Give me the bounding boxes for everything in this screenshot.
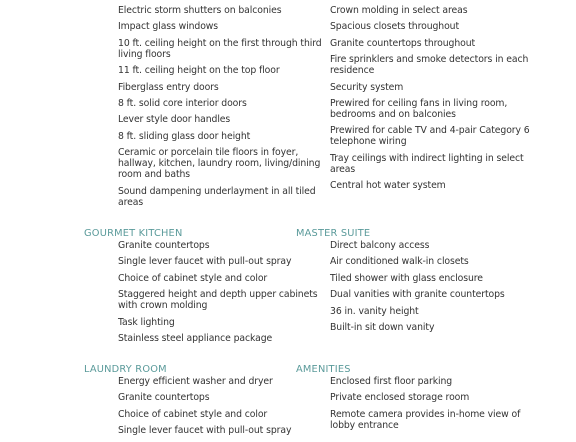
list-item: 10 ft. ceiling height on the first through third living floors [118, 37, 322, 60]
section-heading-master-suite: MASTER SUITE [296, 228, 371, 239]
list-item: Remote camera provides in-home view of lobby entrance [330, 408, 521, 431]
list-item: 36 in. vanity height [330, 305, 419, 317]
list-item: Ceramic or porcelain tile floors in foyer, hallway, kitchen, laundry room, living/dining room and baths [118, 147, 321, 181]
list-item: Sound dampening underlayment in all tiled areas [118, 185, 316, 208]
features-right-list [330, 5, 530, 197]
list-item: Built-in sit down vanity [330, 321, 435, 333]
gourmet-kitchen-list [118, 240, 323, 349]
master-suite-list [330, 240, 530, 338]
list-item: Fiberglass entry doors [118, 81, 219, 93]
list-item: Granite countertops [118, 240, 210, 251]
list-item: Task lighting [118, 316, 175, 328]
list-item: Tiled shower with glass enclosure [330, 272, 483, 284]
list-item: Direct balcony access [330, 240, 430, 251]
list-item: Staggered height and depth upper cabinets with crown molding [118, 289, 318, 312]
list-item: Impact glass windows [118, 21, 219, 33]
list-item: 8 ft. sliding glass door height [118, 130, 251, 142]
list-item: Single lever faucet with pull-out spray [118, 256, 292, 268]
list-item: Enclosed first floor parking [330, 376, 453, 387]
list-item: Single lever faucet with pull-out spray [118, 425, 292, 437]
list-item: Choice of cabinet style and color [118, 272, 268, 284]
list-item: Prewired for ceiling fans in living room, bedrooms and on balconies [330, 97, 508, 120]
list-item: Crown molding in select areas [330, 5, 468, 16]
list-item: Air conditioned walk-in closets [330, 256, 469, 268]
list-item: Electric storm shutters on balconies [118, 5, 282, 16]
list-item: Private enclosed storage room [330, 392, 470, 404]
list-item: Prewired for cable TV and 4-pair Category 6 telephone wiring [330, 125, 530, 148]
list-item: Granite countertops throughout [330, 37, 476, 49]
list-item: Stainless steel appliance package [118, 332, 273, 344]
list-item: Fire sprinklers and smoke detectors in each residence [330, 54, 529, 77]
list-item: Choice of cabinet style and color [118, 408, 268, 420]
list-item: Central hot water system [330, 180, 446, 192]
section-heading-laundry-room: LAUNDRY ROOM [84, 364, 167, 375]
section-heading-gourmet-kitchen: GOURMET KITCHEN [84, 228, 183, 239]
list-item: Security system [330, 81, 404, 93]
list-item: Granite countertops [118, 392, 210, 404]
list-item: Tray ceilings with indirect lighting in select areas [330, 152, 524, 175]
list-item: Dual vanities with granite countertops [330, 289, 505, 301]
list-item: Spacious closets throughout [330, 21, 460, 33]
list-item: 11 ft. ceiling height on the top floor [118, 65, 280, 77]
list-item: 8 ft. solid core interior doors [118, 97, 247, 109]
features-left-list [118, 5, 323, 213]
list-item: Energy efficient washer and dryer [118, 376, 273, 387]
amenities-list [330, 376, 530, 436]
list-item: Lever style door handles [118, 114, 231, 126]
section-heading-amenities: AMENITIES [296, 364, 351, 375]
